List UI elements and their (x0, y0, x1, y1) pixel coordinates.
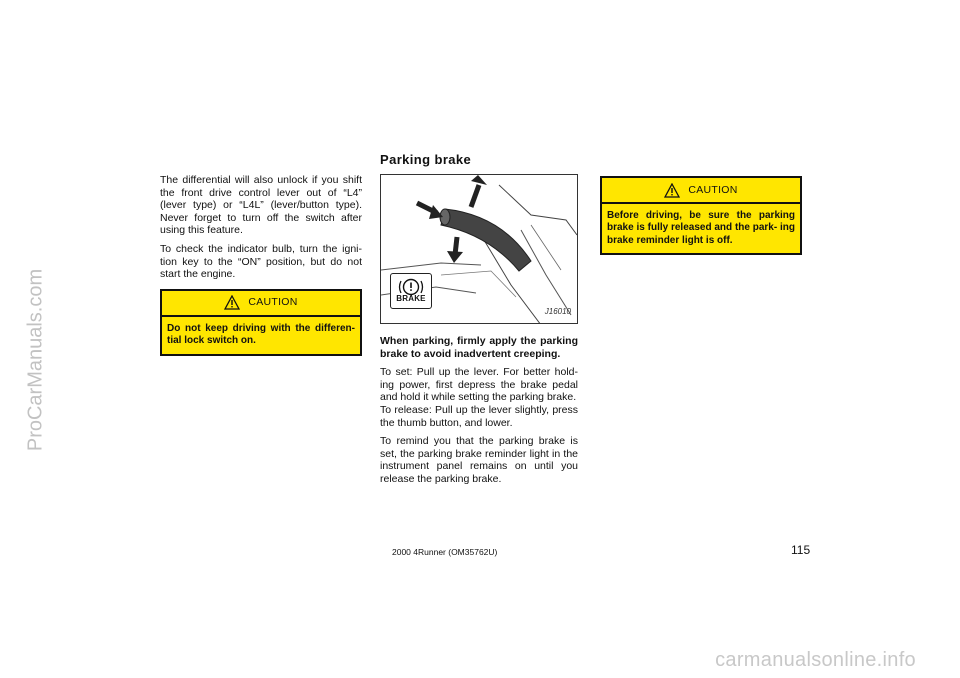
page-number: 115 (791, 543, 811, 557)
set-instructions: To set: Pull up the lever. For better hold- ing power, first depress the brake pedal and hold it while setting the parking brake. (380, 366, 578, 404)
section-title: Parking brake (380, 152, 472, 167)
caution-heading-text: CAUTION (248, 296, 298, 309)
footer-model: 2000 4Runner (OM35762U) (392, 547, 498, 557)
left-column (160, 174, 362, 356)
caution-text: Do not keep driving with the differen- tial lock switch on. (167, 322, 355, 347)
release-instructions: To release: Pull up the lever slightly, press the thumb button, and lower. (380, 403, 578, 429)
paragraph-set-release (380, 366, 578, 429)
paragraph-lead: When parking, firmly apply the parking brake to avoid inadvertent creeping. (380, 335, 578, 360)
right-column (600, 176, 802, 255)
side-watermark-text: ProCarManuals.com (24, 268, 47, 452)
parking-brake-figure (380, 174, 578, 324)
caution-heading (602, 178, 800, 204)
brake-warning-icon (390, 273, 432, 309)
paragraph-diff-unlock: The differential will also unlock if you shift the front drive control lever out of “L4” (lever type) or “L4L” (lever/button type). Never forget to turn off the switch after using this feature. (160, 174, 362, 237)
brake-icon-label: BRAKE (396, 294, 426, 304)
caution-heading-text: CAUTION (688, 183, 738, 196)
paragraph-reminder: To remind you that the parking brake is set, the parking brake reminder light in the instrument panel remains on until you release the parking brake. (380, 435, 578, 485)
caution-heading (162, 291, 360, 317)
caution-box-parking-brake (600, 176, 802, 255)
figure-code: J16010 (544, 307, 571, 317)
paragraph-indicator-bulb: To check the indicator bulb, turn the igni- tion key to the “ON” position, but do not start the engine. (160, 242, 362, 281)
warning-triangle-icon (224, 295, 240, 310)
warning-triangle-icon (664, 183, 680, 198)
caution-box-diff-lock (160, 289, 362, 356)
middle-column (380, 152, 578, 492)
caution-text: Before driving, be sure the parking brake is fully released and the park- ing brake reminder light is off. (607, 210, 795, 246)
bottom-watermark: carmanualsonline.info (715, 649, 916, 671)
